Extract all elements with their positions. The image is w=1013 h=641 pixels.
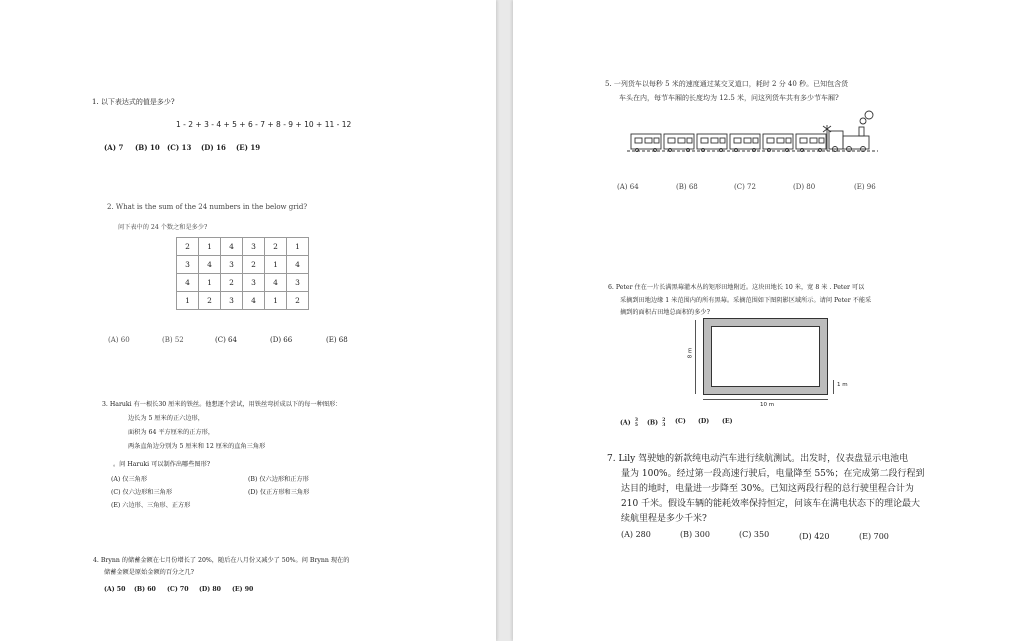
grid-cell: 3 xyxy=(287,274,309,292)
q3-shape-square: 面积为 64 平方厘米的正方形， xyxy=(128,429,215,436)
q6-line-1: 6. Peter 住在一片长满黑莓灌木丛的矩形田地附近。这块田地长 10 米，宽 8 米 . Peter 可以 xyxy=(608,284,865,291)
grid-cell: 2 xyxy=(177,238,199,256)
grid-cell: 3 xyxy=(177,256,199,274)
q7-option-b[interactable]: (B) 300 xyxy=(680,530,710,539)
q3-ask: 。问 Haruki 可以制作出哪些图形? xyxy=(113,461,211,468)
q7-line-4: 210 千米。假设车辆的能耗效率保持恒定，问该车在满电状态下的理论最大 xyxy=(621,499,921,509)
q6-option-e[interactable]: (E) xyxy=(722,418,733,425)
q1-expression: 1 - 2 + 3 - 4 + 5 + 6 - 7 + 8 - 9 + 10 + 11 - 12 xyxy=(176,120,352,129)
grid-cell: 2 xyxy=(287,292,309,310)
q6-option-b-label: (B) xyxy=(647,419,659,427)
grid-row xyxy=(177,256,309,274)
left-page xyxy=(0,0,496,641)
field-outer-shaded xyxy=(703,318,828,395)
q2-option-d[interactable]: (D) 66 xyxy=(270,336,293,344)
grid-cell: 1 xyxy=(199,238,221,256)
q3-shape-triangle: 两条直角边分别为 5 厘米和 12 厘米的直角三角形 xyxy=(128,443,266,450)
q3-option-d[interactable]: (D) 仅正方形和三角形 xyxy=(248,489,310,496)
fraction-numerator: 2 xyxy=(662,418,666,423)
q6-option-a[interactable] xyxy=(620,418,638,428)
q6-option-a-label: (A) xyxy=(620,419,631,427)
q4-option-e[interactable]: (E) 90 xyxy=(232,586,254,593)
q2-question-zh: 问下表中的 24 个数之和是多少? xyxy=(118,224,208,231)
grid-row xyxy=(177,274,309,292)
grid-cell: 2 xyxy=(199,292,221,310)
q7-line-1: 7. Lily 驾驶她的新款纯电动汽车进行续航测试。出发时，仪表盘显示电池电 xyxy=(607,454,909,464)
q6-option-c[interactable]: (C) xyxy=(675,418,686,425)
q5-option-b[interactable]: (B) 68 xyxy=(676,183,698,191)
q2-option-b[interactable]: (B) 52 xyxy=(162,336,184,344)
grid-cell: 2 xyxy=(265,238,287,256)
grid-cell: 3 xyxy=(221,256,243,274)
grid-cell: 1 xyxy=(265,256,287,274)
q3-option-b[interactable]: (B) 仅六边形和正方形 xyxy=(248,476,309,483)
grid-cell: 3 xyxy=(243,274,265,292)
q2-number-grid xyxy=(176,237,309,310)
q7-option-e[interactable]: (E) 700 xyxy=(859,532,889,541)
grid-cell: 4 xyxy=(177,274,199,292)
q5-line-1: 5. 一列货车以每秒 5 米的速度通过某交叉道口，耗时 2 分 40 秒。已知包含货 xyxy=(605,80,849,88)
border-dimension-line xyxy=(833,380,834,394)
q3-option-c[interactable]: (C) 仅六边形和三角形 xyxy=(111,489,173,496)
q6-width-label: 10 m xyxy=(760,402,775,408)
grid-cell: 1 xyxy=(177,292,199,310)
q6-option-a-fraction xyxy=(635,418,638,428)
q6-line-3: 摘到的面积占田地总面积的多少? xyxy=(620,309,710,316)
grid-cell: 3 xyxy=(221,292,243,310)
q6-option-b[interactable] xyxy=(647,418,665,428)
q7-line-3: 达目的地时，电量进一步降至 30%。已知这两段行程的总行驶里程合计为 xyxy=(621,484,914,494)
q2-question-en: 2. What is the sum of the 24 numbers in the below grid? xyxy=(107,203,308,211)
q7-option-c[interactable]: (C) 350 xyxy=(739,530,770,539)
grid-cell: 4 xyxy=(221,238,243,256)
q4-option-b[interactable]: (B) 60 xyxy=(134,586,156,593)
q3-option-a[interactable]: (A) 仅三角形 xyxy=(111,476,148,483)
q7-line-2: 量为 100%。经过第一段高速行驶后，电量降至 55%；在完成第二段行程到 xyxy=(621,469,925,479)
q4-option-d[interactable]: (D) 80 xyxy=(199,586,221,593)
q3-option-e[interactable]: (E) 六边形、三角形、正方形 xyxy=(111,502,191,509)
q1-option-e[interactable]: (E) 19 xyxy=(236,143,261,152)
q2-option-c[interactable]: (C) 64 xyxy=(215,336,237,344)
q6-height-label: 8 m xyxy=(687,347,694,359)
q6-border-label: 1 m xyxy=(837,382,848,388)
q7-option-a[interactable]: (A) 280 xyxy=(621,530,651,539)
q5-option-a[interactable]: (A) 64 xyxy=(617,183,639,191)
q6-option-b-fraction xyxy=(662,418,665,428)
q6-option-d[interactable]: (D) xyxy=(698,418,710,425)
q4-line-1: 4. Brynn 的储蓄金额在七月份增长了 20%，随后在八月份又减少了 50%。问 Brynn 现在的 xyxy=(93,557,350,564)
grid-cell: 1 xyxy=(199,274,221,292)
grid-cell: 4 xyxy=(243,292,265,310)
fraction-denominator: 5 xyxy=(634,423,638,428)
field-inner-unpicked xyxy=(711,326,820,387)
grid-cell: 3 xyxy=(243,238,265,256)
grid-cell: 1 xyxy=(265,292,287,310)
q2-option-a[interactable]: (A) 60 xyxy=(108,336,130,344)
q1-option-d[interactable]: (D) 16 xyxy=(201,143,226,152)
height-dimension-line xyxy=(695,320,696,394)
q4-option-c[interactable]: (C) 70 xyxy=(167,586,189,593)
train-illustration xyxy=(623,107,883,163)
grid-cell: 4 xyxy=(287,256,309,274)
grid-cell: 2 xyxy=(243,256,265,274)
q1-question: 1. 以下表达式的值是多少? xyxy=(92,98,175,106)
grid-cell: 4 xyxy=(265,274,287,292)
width-dimension-line xyxy=(703,399,828,400)
q7-line-5: 续航里程是多少千米? xyxy=(621,514,707,524)
q3-question: 3. Haruki 有一根长30 厘米的铁丝。他想逐个尝试，用铁丝弯折成以下的每一种图形： xyxy=(102,401,342,408)
grid-cell: 2 xyxy=(221,274,243,292)
fraction-numerator: 3 xyxy=(634,418,638,423)
q1-option-b[interactable]: (B) 10 xyxy=(135,143,160,152)
q1-option-c[interactable]: (C) 13 xyxy=(167,143,192,152)
grid-row xyxy=(177,292,309,310)
q2-option-e[interactable]: (E) 68 xyxy=(326,336,348,344)
q1-option-a[interactable]: (A) 7 xyxy=(104,143,124,152)
q3-shape-hexagon: 边长为 5 厘米的正六边形， xyxy=(128,415,204,422)
fraction-denominator: 3 xyxy=(662,423,666,428)
grid-row xyxy=(177,238,309,256)
grid-cell: 4 xyxy=(199,256,221,274)
q6-line-2: 采摘到田地边缘 1 米范围内的所有黑莓。采摘范围如下图阴影区域所示。请问 Peter 不能采 xyxy=(620,297,872,304)
q5-option-d[interactable]: (D) 80 xyxy=(793,183,816,191)
q5-option-c[interactable]: (C) 72 xyxy=(734,183,756,191)
grid-cell: 1 xyxy=(287,238,309,256)
q5-option-e[interactable]: (E) 96 xyxy=(854,183,876,191)
q5-line-2: 车头在内，每节车厢的长度均为 12.5 米，问这列货车共有多少节车厢? xyxy=(619,94,839,102)
q4-option-a[interactable]: (A) 50 xyxy=(104,586,126,593)
right-page xyxy=(513,0,1013,641)
q7-option-d[interactable]: (D) 420 xyxy=(799,532,830,541)
q4-line-2: 储蓄金额是原始金额的百分之几? xyxy=(104,569,194,576)
